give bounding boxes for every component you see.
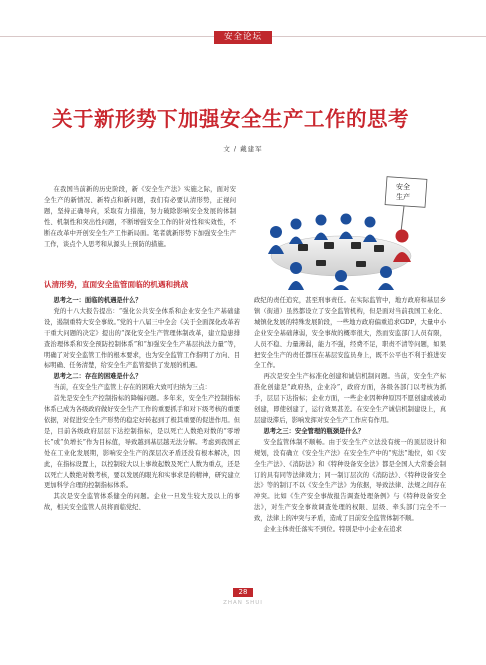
right-paragraph: 再次是安全生产标准化创建和诚信机制问题。当前，安全生产标准化创建是“政府热，企业冷”，政府方面，各级各部门以考核为抓手，层层下达指标；企业方面，一些企业因种种原因不愿创建或被动创建，即使创建了，运行效果甚差。在安全生产诚信机制建设上，真层建设滞后，影响发挥对安全生产工作应有作用。 <box>254 373 446 424</box>
magazine-name: ZHAN SHUI <box>223 600 263 606</box>
left-heading-1: 思考之一：面临的机遇是什么？ <box>53 297 142 304</box>
left-heading-2: 思考之二：存在的困难是什么？ <box>53 373 142 381</box>
safety-board <box>385 177 427 232</box>
right-column <box>254 296 446 536</box>
article-title: 关于新形势下加强安全生产工作的思考 <box>52 107 409 131</box>
left-paragraph: 首先是安全生产控制指标的降幅问题。多年来，安全生产控制指标体系已成为各级政府做好安全生产工作的重要抓手和对下级考核的重要依据，对促进安全生产形势的稳定好转起到了极其重要的促进作用。但是，目前各级政府层层下达控制指标，是以死亡人数绝对数的“零增长”或“负增长”作为目标值，导致越到基层越无法分解。考虑到我国正处在工业化发展期，影响安全生产的深层次矛盾还没有根本解决，因此，在指标设置上，以控制较大以上事故起数及死亡人数为重点，还是以死亡人数绝对数考核，要以发展的眼光和实事求是的精神，研究建立更加科学合理的控制指标体系。 <box>44 395 240 490</box>
left-column <box>44 296 240 514</box>
right-paragraph: 企业主体责任落实不到位。特别是中小企业在追求 <box>263 526 402 534</box>
article-author: 文 / 戴建军 <box>223 145 263 153</box>
section-title: 认清形势，直面安全监管面临的机遇和挑战 <box>44 280 189 289</box>
meeting-illustration <box>246 172 446 290</box>
left-paragraph: 其次是安全监管体系健全的问题。企业一旦发生较大及以上的事故，相关安全监管人员将面临党纪、 <box>44 493 240 512</box>
column-tag: 安全论坛 <box>214 31 272 44</box>
left-paragraph: 党的十八大报告提出：“强化公共安全体系和企业安全生产基础建设，遏制重特大安全事故。”党的十八届三中全会《关于全面深化改革若干重大问题的决定》提出的“深化安全生产管理体制改革，建立隐患排查治理体系和安全预防控制体系”和“加强安全生产基层执法力量”等，明确了对安全监管工作的根本要求，也为安全监管工作指明了方向、目标明确、任务清楚，给安全生产监管提供了发展的机遇。 <box>44 307 240 370</box>
left-paragraph: 当前，在安全生产监管上存在的困难大致可归纳为三点： <box>53 384 211 392</box>
board-text-line1: 安全 <box>396 183 410 191</box>
right-paragraph: 安全监管体制不顺畅。由于安全生产立法没有统一的顶层设计和规划，没有确立《安全生产法》在安全生产中的“宪法”地位，如《安全生产法》、《消防法》和《特种设备安全法》都是全国人大常委会制订的具有同等法律效力；同一制订层次的《消防法》、《特种设备安全法》等的制订不以《安全生产法》为依据，导致法律、法规之间存在冲突。比如《生产安全事故报告调查处理条例》与《特种设备安全法》，对生产安全事故调查处理的权限、层级、牵头部门完全不一致，法律上的冲突与矛盾，造成了目前安全监管体制不顺。 <box>254 438 446 523</box>
intro-paragraph <box>44 185 236 250</box>
page-number: 28 <box>233 588 253 597</box>
board-text-line2: 生产 <box>396 193 410 201</box>
intro-text: 在我国当前新的历史阶段，新《安全生产法》实施之际，面对安全生产的新情况、新特点和新问题，我们有必要认清形势，正视问题，坚持正确导向，采取有力措施，努力破除影响安全发展的体制性、机制性和突出性问题，不断增强安全工作的针对性和实效性，不断在改革中开创安全生产工作新局面。笔者就新形势下加强安全生产工作，谈点个人思考和从源头上预防的措施。 <box>44 186 236 248</box>
right-paragraph: 政纪的责任追究，甚至刑事责任。在实际监管中，地方政府和基层乡镇（街道）虽然都设立了安全监管机构，但是面对当前我国工业化、城镇化发展的特殊发展阶段，一些地方政府偏重追求GDP，大量中小企业安全基础薄弱，安全事故的概率很大，然而安监部门人员有限，人员不稳、力量薄弱，能力不强，经费不足，职责不清等问题，如果把安全生产的责任都压在基层安监员身上，既不公平也不利于推进安全工作。 <box>254 297 446 370</box>
right-heading-3: 思考之三：安全管理的瓶颈是什么？ <box>263 427 365 435</box>
